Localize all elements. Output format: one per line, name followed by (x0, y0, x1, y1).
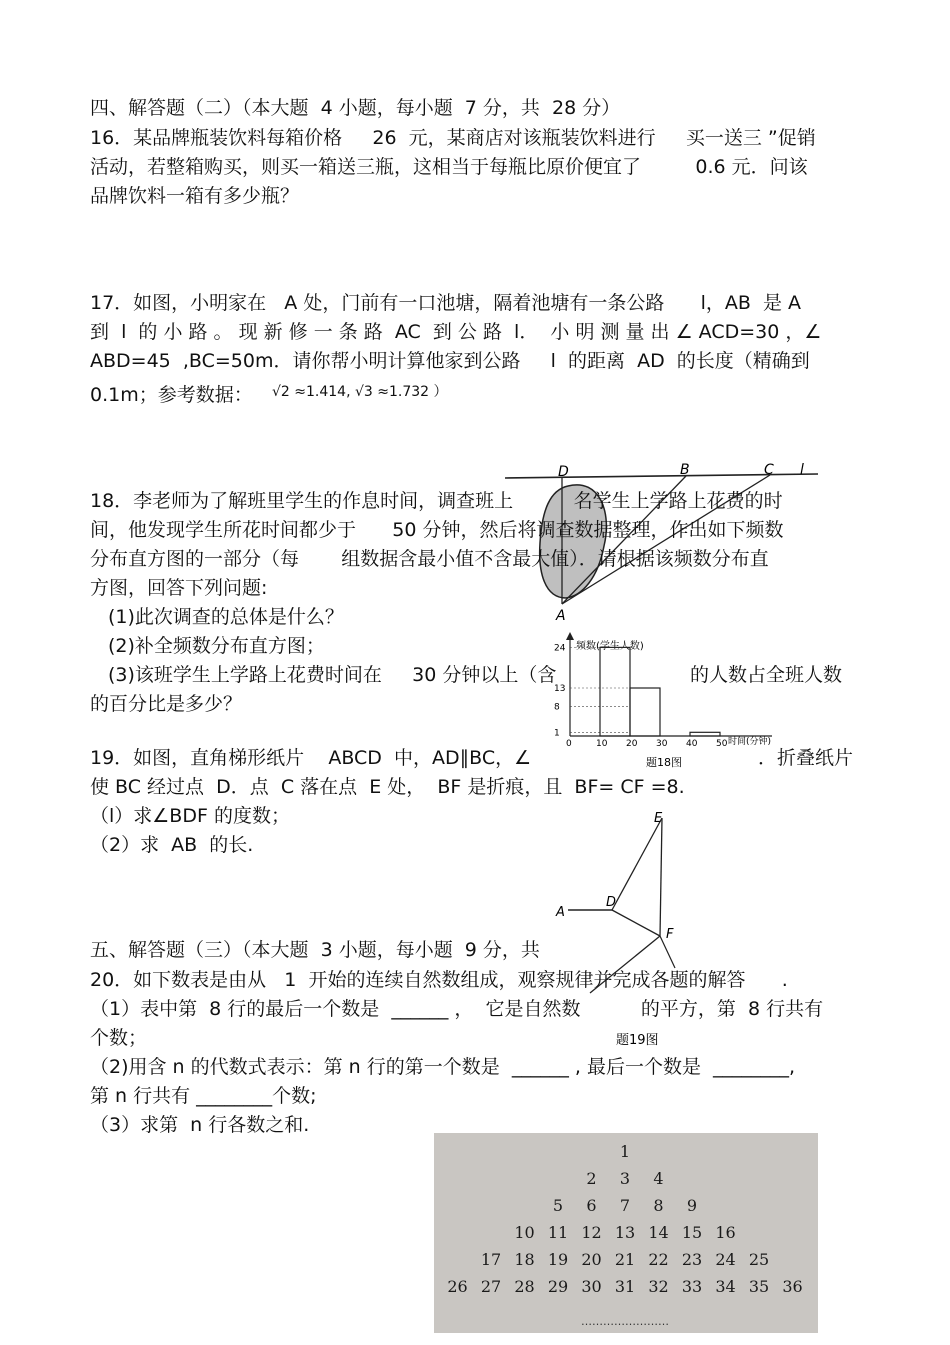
table-number: 16 (715, 1223, 736, 1242)
table-ellipsis: …………………… (581, 1315, 669, 1328)
label-B: B (680, 462, 690, 478)
q17-line-3: ABD=45 ,BC=50m．请你帮小明计算他家到公路 l 的距离 AD 的长度（精确到 (90, 350, 810, 372)
x-tick-label: 40 (686, 739, 698, 749)
section-4-title: 四、解答题（二）（本大题 4 小题，每小题 7 分，共 28 分） (90, 97, 621, 119)
q19-line-1: 19．如图，直角梯形纸片 ABCD 中，AD∥BC，∠ (90, 747, 532, 769)
segment-DE (612, 818, 662, 910)
q18-line-4: 方图，回答下列问题: (90, 577, 268, 599)
table-number: 3 (619, 1169, 631, 1188)
label-F: F (666, 927, 674, 942)
label-l: l (800, 462, 804, 478)
table-number: 1 (619, 1142, 631, 1161)
figure-19-caption: 题19图 (616, 1033, 659, 1048)
table-number: 31 (614, 1277, 636, 1296)
number-table (434, 1133, 818, 1333)
table-number: 5 (552, 1196, 564, 1215)
table-number: 29 (547, 1277, 569, 1296)
table-number: 25 (748, 1250, 770, 1269)
table-number: 8 (653, 1196, 664, 1215)
q20-line-1: 20．如下数表是由从 1 开始的连续自然数组成，观察规律并完成各题的解答 . (90, 969, 788, 991)
y-tick-label: 24 (554, 643, 566, 654)
q18-part-3b: 的人数占全班人数 (690, 664, 843, 686)
q18-line-2: 间，他发现学生所花时间都少于 50 分钟，然后将调查数据整理，作出如下频数 (90, 519, 784, 541)
figure-18-caption: 题18图 (646, 756, 682, 769)
table-number: 30 (581, 1277, 602, 1296)
q18-part-1: (1)此次调查的总体是什么？ (108, 606, 344, 628)
table-number: 7 (619, 1196, 631, 1215)
section-5-title: 五、解答题（三）（本大题 3 小题，每小题 9 分，共 (90, 939, 540, 961)
y-tick-label: 13 (554, 684, 566, 694)
q16-line-2: 活动，若整箱购买，则买一箱送三瓶，这相当于每瓶比原价便宜了 0.6 元．问该 (90, 156, 808, 178)
table-number: 19 (547, 1250, 569, 1269)
histogram-bar (630, 688, 660, 736)
q18-part-2: (2)补全频数分布直方图； (108, 635, 325, 657)
table-number: 32 (648, 1277, 669, 1296)
segment-DF (612, 910, 660, 936)
histogram-bar (690, 732, 720, 736)
number-table-photo (434, 1133, 818, 1333)
q19-part-2: （2）求 AB 的长. (90, 834, 254, 856)
x-tick-label: 30 (656, 739, 668, 749)
q18-line-1: 18．李老师为了解班里学生的作息时间，调查班上 名学生上学路上花费的时 (90, 490, 783, 512)
table-number: 18 (514, 1250, 535, 1269)
table-number: 23 (681, 1250, 703, 1269)
y-axis-label: 频数(学生人数) (576, 641, 644, 652)
q19-line-1b: ．折叠纸片 (758, 747, 854, 769)
table-number: 36 (782, 1277, 803, 1296)
label-D: D (558, 464, 569, 480)
table-number: 2 (586, 1169, 597, 1188)
table-number: 27 (480, 1277, 502, 1296)
table-number: 33 (681, 1277, 703, 1296)
q17-line-2: 到 l 的 小 路 。 现 新 修 一 条 路 AC 到 公 路 l． 小 明 测 量 出 ∠ ACD=30 ，∠ (90, 321, 822, 343)
q16-line-1: 16．某品牌瓶装饮料每箱价格 26 元，某商店对该瓶装饮料进行 买一送三 ”促销 (90, 127, 816, 149)
q19-line-2: 使 BC 经过点 D．点 C 落在点 E 处， BF 是折痕，且 BF= CF =8. (90, 776, 685, 798)
x-tick-label: 50 (716, 739, 728, 749)
table-number: 13 (614, 1223, 636, 1242)
q16-line-3: 品牌饮料一箱有多少瓶？ (90, 185, 300, 207)
table-number: 22 (648, 1250, 669, 1269)
q17-line-1: 17．如图，小明家在 A 处，门前有一口池塘，隔着池塘有一条公路 l，AB 是 A (90, 292, 801, 314)
y-tick-label: 1 (554, 728, 560, 739)
table-number: 15 (681, 1223, 703, 1242)
table-number: 24 (715, 1250, 736, 1269)
table-number: 35 (748, 1277, 770, 1296)
table-number: 11 (547, 1223, 569, 1242)
table-number: 20 (581, 1250, 602, 1269)
x-tick-label: 0 (566, 739, 572, 749)
label-A: A (556, 608, 566, 623)
q18-part-3c: 的百分比是多少？ (90, 693, 243, 715)
q18-line-3: 分布直方图的一部分（每 组数据含最小值不含最大值）．请根据该频数分布直 (90, 548, 769, 570)
label-D: D (606, 895, 617, 910)
table-number: 6 (586, 1196, 597, 1215)
q20-line-4: （2)用含 n 的代数式表示：第 n 行的第一个数是 ______ , 最后一个数是 ________, (90, 1056, 796, 1078)
label-E: E (654, 811, 663, 826)
y-axis-arrow (566, 632, 574, 640)
q20-line-5: 第 n 行共有 ________个数; (90, 1085, 317, 1107)
x-tick-label: 10 (596, 739, 608, 749)
q19-part-1: （l）求∠BDF 的度数； (90, 805, 290, 827)
x-axis-label: 时间(分钟) (728, 737, 772, 747)
figure-18-histogram (550, 628, 790, 770)
segment-EF (660, 818, 662, 936)
q20-line-3: 个数； (90, 1027, 148, 1049)
q20-line-6: （3）求第 n 行各数之和. (90, 1114, 310, 1136)
table-number: 34 (715, 1277, 736, 1296)
label-C: C (764, 462, 774, 478)
q20-line-2: （1）表中第 8 行的最后一个数是 ______ ， 它是自然数 的平方，第 8 行共有 (90, 998, 824, 1020)
q17-line-4: 0.1m；参考数据： (90, 384, 253, 406)
table-number: 28 (514, 1277, 535, 1296)
y-tick-label: 8 (554, 702, 560, 713)
table-number: 4 (653, 1169, 664, 1188)
table-number: 12 (581, 1223, 602, 1242)
label-A: A (556, 905, 565, 920)
table-number: 26 (447, 1277, 468, 1296)
table-number: 14 (648, 1223, 669, 1242)
q17-reference-data: √2 ≈1.414, √3 ≈1.732 ） (272, 384, 448, 400)
table-number: 17 (480, 1250, 502, 1269)
table-number: 21 (614, 1250, 636, 1269)
table-number: 10 (514, 1223, 535, 1242)
q18-part-3a: (3)该班学生上学路上花费时间在 30 分钟以上（含 (108, 664, 557, 686)
x-tick-label: 20 (626, 739, 638, 749)
histogram-bar (600, 647, 630, 736)
table-number: 9 (686, 1196, 698, 1215)
